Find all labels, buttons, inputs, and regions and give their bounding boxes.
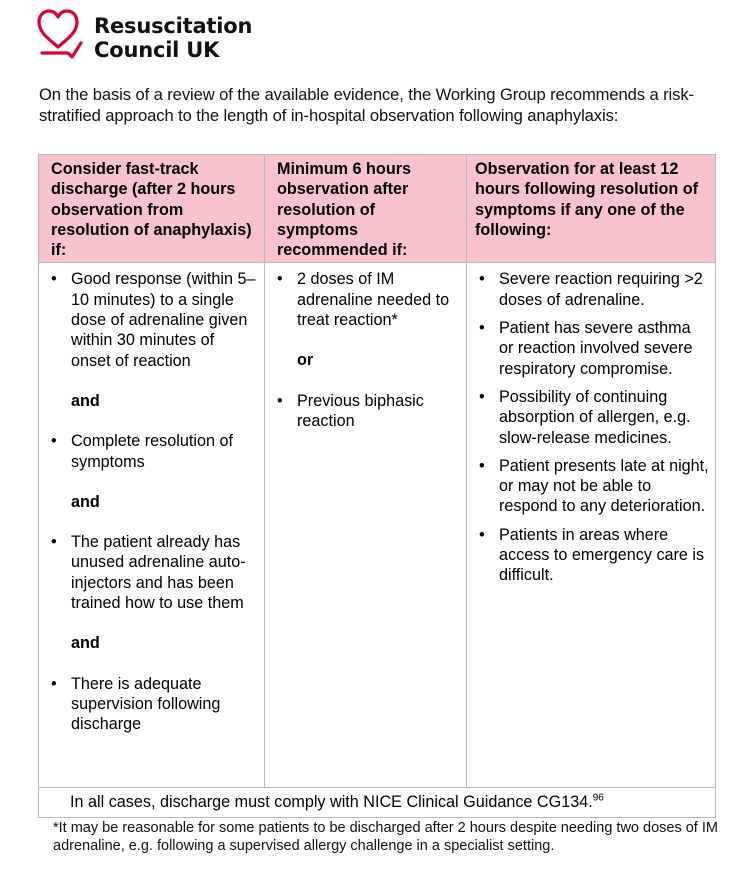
conjunction-and: and [71,634,100,653]
nice-guidance-note: In all cases, discharge must comply with NICE Clinical Guidance CG134.96 [39,788,716,818]
bullet: • [51,674,57,693]
list-item: • Possibility of continuing absorption of allergen, e.g. slow-release medicines. [479,387,691,447]
bullet: • [51,432,57,451]
list-item: • Complete resolution of symptoms [51,432,233,471]
list-item: • There is adequate supervision following discharge [51,674,221,734]
bullet: • [479,319,485,338]
list-item: • Patients in areas where access to emergency care is difficult. [479,525,705,585]
conjunction-and: and [71,492,100,511]
cell-fast-track [39,263,265,788]
bullet: • [277,270,283,289]
list-item: • The patient already has unused adrenaline auto-injectors and has been trained how to use them [51,533,246,613]
header-6-hours: Minimum 6 hours observation after resolution of symptoms recommended if: [265,155,467,263]
logo-line-2: Council UK [94,38,220,62]
list-item: • Patient presents late at night, or may not be able to respond to any deterioration. [479,456,709,516]
header-12-hours: Observation for at least 12 hours following resolution of symptoms if any one of the following: [467,155,716,263]
table-footer-row [39,788,716,818]
logo [36,8,296,64]
list-item: • Previous biphasic reaction [277,391,424,430]
logo-line-1: Resuscitation [94,14,253,38]
heart-check-icon [36,8,86,60]
cell-6-hours [265,263,467,788]
bullet: • [479,525,485,544]
footnote: *It may be reasonable for some patients to be discharged after 2 hours despite needing two doses of IM adrenaline, e.g. following a supervised allergy challenge in a specialist setting. [53,820,718,854]
list-item: • 2 doses of IM adrenaline needed to treat reaction* [277,270,450,330]
header-fast-track: Consider fast-track discharge (after 2 hours observation from resolution of anaphylaxis) if: [39,155,265,263]
table-body-row [39,263,716,788]
bullet: • [51,270,57,289]
bullet: • [51,533,57,552]
bullet: • [479,270,485,289]
logo-wordmark [94,14,252,62]
conjunction-or: or [297,351,314,370]
bullet: • [479,387,485,406]
bullet: • [277,391,283,410]
observation-table [38,154,716,818]
list-item: • Severe reaction requiring >2 doses of adrenaline. [479,270,703,309]
table-header-row [39,155,716,263]
conjunction-and: and [71,391,100,410]
bullet: • [479,456,485,475]
reference-number: 96 [592,793,604,805]
intro-paragraph: On the basis of a review of the available evidence, the Working Group recommends a risk-stratified approach to the length of in-hospital observation following anaphylaxis: [39,85,694,125]
list-item: • Good response (within 5–10 minutes) to a single dose of adrenaline given within 30 minutes of onset of reaction [51,270,256,370]
cell-12-hours [467,263,716,788]
list-item: • Patient has severe asthma or reaction involved severe respiratory compromise. [479,319,693,378]
